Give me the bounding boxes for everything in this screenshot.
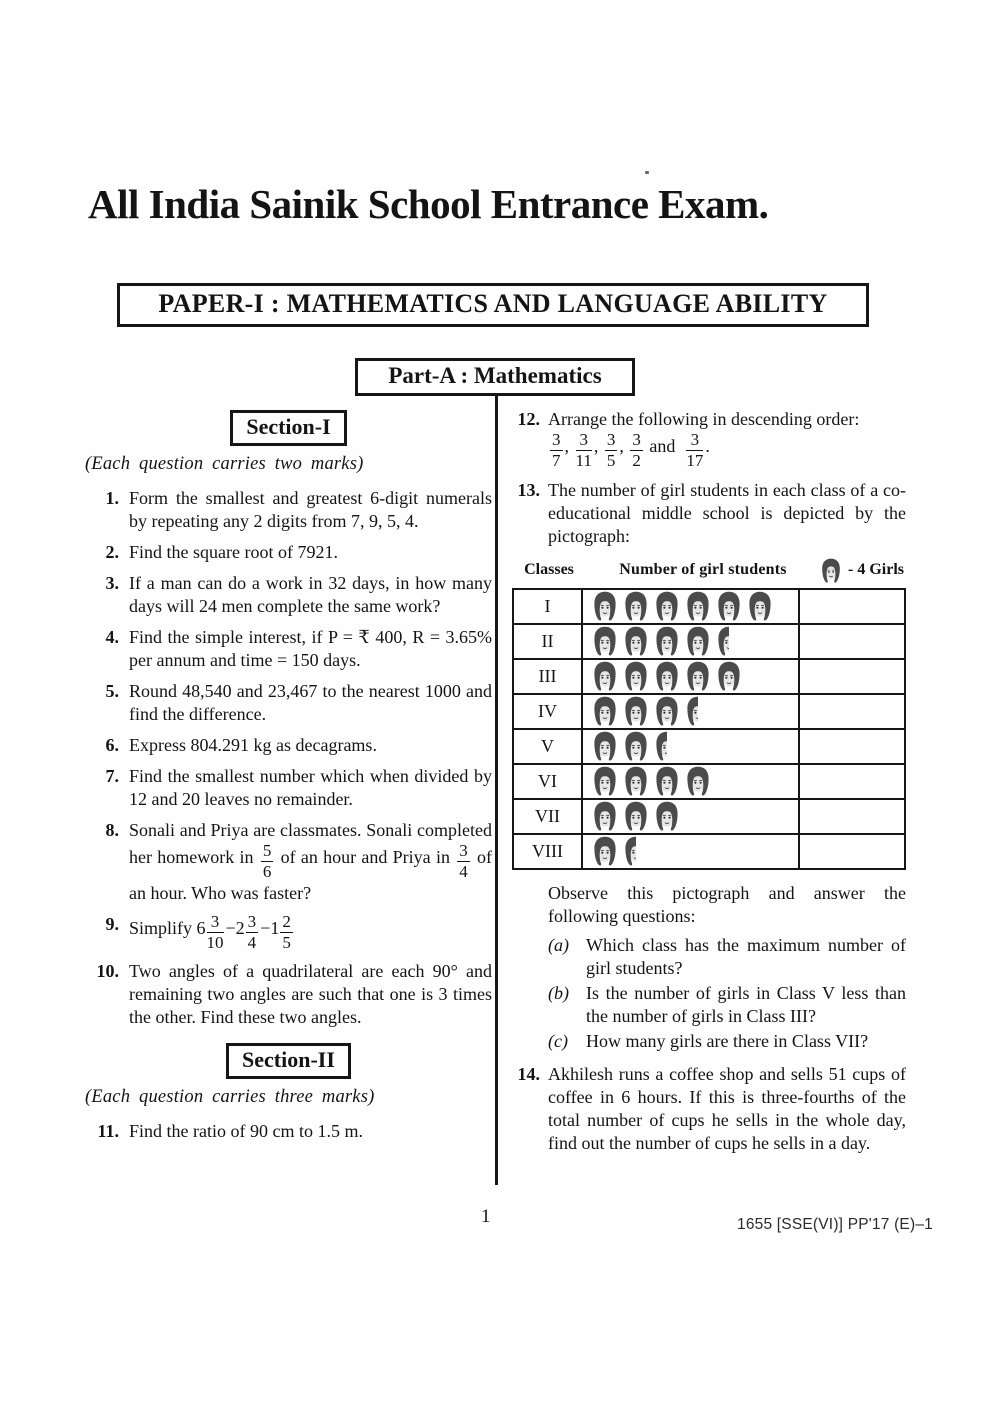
observe-intro: Observe this pictograph and answer the following questions: — [548, 882, 906, 926]
fraction — [457, 842, 470, 882]
question-item — [85, 960, 492, 1029]
half-girl-icon — [685, 696, 698, 726]
section-2-note: (Each question carries three marks) — [85, 1087, 375, 1108]
mixed-number — [196, 911, 226, 953]
girl-icon — [654, 591, 680, 621]
sub-question — [548, 1030, 906, 1053]
mixed-number — [270, 911, 295, 953]
section-1-heading: Section-I — [230, 410, 346, 446]
pictograph-row — [513, 799, 905, 834]
fraction — [550, 431, 563, 471]
question-item — [85, 487, 492, 533]
icon-row — [583, 801, 798, 831]
question-number: 13. — [517, 479, 540, 500]
question-text — [129, 819, 492, 905]
section-2-heading-wrap — [85, 1043, 492, 1079]
half-girl-icon — [654, 731, 667, 761]
fraction-numerator: 2 — [280, 913, 293, 933]
pictograph-row — [513, 764, 905, 799]
fraction-denominator: 11 — [575, 451, 592, 471]
question-text: Find the square root of 7921. — [129, 542, 338, 562]
girl-icon — [623, 836, 636, 866]
right-column — [512, 408, 906, 1163]
girl-icon — [747, 591, 773, 621]
fraction — [630, 431, 643, 471]
fraction-denominator: 4 — [459, 862, 468, 882]
fraction-numerator: 5 — [261, 842, 274, 862]
girl-icon — [592, 836, 618, 866]
icon-row — [583, 626, 798, 656]
question-text: Find the ratio of 90 cm to 1.5 m. — [129, 1121, 363, 1142]
girl-icon — [623, 766, 649, 796]
girl-icon — [654, 626, 680, 656]
question-number: 3. — [105, 573, 119, 593]
q8-text-1: Sonali and Priya are classmates. Sonali completed her homework in — [129, 820, 492, 867]
girl-icon — [716, 626, 729, 656]
girl-icon — [623, 661, 649, 691]
empty-cell — [799, 764, 905, 799]
question-item — [85, 680, 492, 726]
question-item — [512, 1063, 906, 1155]
section-1-note: (Each question carries two marks) — [85, 454, 364, 474]
question-text: Find the smallest number which when divided by 12 and 20 leaves no remainder. — [129, 766, 492, 809]
girl-icons-cell — [582, 659, 799, 694]
icon-row — [583, 696, 798, 726]
class-label: III — [513, 659, 582, 694]
question-10-wrap — [85, 960, 492, 1029]
fraction-denominator: 2 — [632, 451, 641, 471]
question-number: 5. — [105, 681, 119, 701]
question-number: 9. — [105, 913, 119, 934]
sub-question-text: Is the number of girls in Class V less than the number of girls in Class III? — [586, 982, 906, 1026]
question-item — [85, 1120, 492, 1143]
sub-question-text: Which class has the maximum number of girl students? — [586, 934, 906, 978]
sentence-period: . — [705, 435, 710, 456]
fraction-numerator: 3 — [605, 431, 618, 451]
icon-row — [583, 661, 798, 691]
part-heading-box — [355, 358, 635, 396]
girl-icons-cell — [582, 624, 799, 659]
page-number: 1 — [481, 1206, 491, 1227]
pictograph-row — [513, 694, 905, 729]
q9-text: Simplify — [129, 917, 193, 938]
observe-sub-questions — [512, 934, 906, 1053]
girl-icon — [685, 626, 711, 656]
girl-icon — [654, 696, 680, 726]
question-number: 10. — [96, 961, 119, 982]
question-item — [85, 541, 492, 564]
fraction — [261, 842, 274, 882]
empty-cell — [799, 624, 905, 659]
part-heading-text: Part-A : Mathematics — [388, 363, 602, 388]
class-label: I — [513, 589, 582, 624]
question-text: Find the simple interest, if P = ₹ 400, R = 3.65% per annum and time = 150 days. — [129, 627, 492, 670]
icon-row — [583, 591, 798, 621]
girl-icon — [592, 801, 618, 831]
question-number: 8. — [105, 820, 119, 840]
girl-icon — [716, 591, 742, 621]
girl-icon — [685, 661, 711, 691]
question-9 — [85, 913, 492, 953]
fraction-denominator: 10 — [206, 933, 224, 953]
fraction — [605, 431, 618, 471]
icon-row — [583, 766, 798, 796]
girl-icon — [654, 801, 680, 831]
fraction-numerator: 3 — [207, 913, 224, 933]
left-column — [85, 410, 492, 1151]
fraction — [207, 913, 224, 953]
sub-question-text: How many girls are there in Class VII? — [586, 1030, 869, 1051]
girl-icon — [623, 626, 649, 656]
girl-icon — [623, 591, 649, 621]
empty-cell — [799, 659, 905, 694]
class-label: II — [513, 624, 582, 659]
girl-icon — [654, 661, 680, 691]
fraction-denominator: 4 — [247, 933, 257, 953]
question-14-wrap — [512, 1063, 906, 1155]
paper-heading-box — [117, 283, 869, 327]
page-title: All India Sainik School Entrance Exam. — [88, 181, 769, 227]
empty-cell — [799, 799, 905, 834]
girl-icon — [623, 801, 649, 831]
question-number: 1. — [105, 488, 119, 508]
girl-icons-cell — [582, 834, 799, 869]
question-item — [85, 734, 492, 757]
sub-question — [548, 982, 906, 1028]
q9-expression — [196, 911, 295, 953]
question-number: 12. — [517, 409, 540, 429]
fraction — [686, 431, 703, 471]
girl-icon — [592, 766, 618, 796]
girl-icon — [820, 558, 842, 583]
girl-icon — [592, 731, 618, 761]
pictograph-col2-header: Number of girl students — [619, 561, 787, 579]
fraction-denominator: 17 — [686, 451, 704, 471]
fraction — [280, 913, 293, 953]
girl-icon — [592, 591, 618, 621]
girl-icons-cell — [582, 589, 799, 624]
question-number: 7. — [105, 766, 119, 786]
question-number: 11. — [97, 1121, 119, 1142]
fraction-denominator: 5 — [606, 451, 616, 471]
icon-row — [583, 836, 798, 866]
question-12 — [512, 408, 906, 471]
fraction-denominator: 7 — [552, 451, 561, 471]
class-label: VI — [513, 764, 582, 799]
girl-icon — [685, 696, 698, 726]
fraction-numerator: 3 — [630, 431, 643, 451]
question-number: 4. — [105, 627, 119, 647]
footer-code: 1655 [SSE(VI)] PP'17 (E)–1 — [737, 1216, 933, 1233]
class-label: VIII — [513, 834, 582, 869]
empty-cell — [799, 834, 905, 869]
question-text: Two angles of a quadrilateral are each 90° and remaining two angles are such that one is 3 times the other. Find these two angles. — [129, 961, 492, 1028]
girl-icons-cell — [582, 764, 799, 799]
sub-question — [548, 934, 906, 980]
column-divider — [495, 396, 498, 1185]
girl-icon — [623, 731, 649, 761]
pictograph-row — [513, 624, 905, 659]
question-text: Form the smallest and greatest 6-digit numerals by repeating any 2 digits from 7, 9, 5, 4. — [129, 488, 492, 531]
question-number: 14. — [517, 1063, 540, 1084]
girl-icon — [623, 696, 649, 726]
section-1-heading-wrap — [85, 410, 492, 446]
question-number: 2. — [105, 542, 119, 562]
half-girl-icon — [716, 626, 729, 656]
question-text: Akhilesh runs a coffee shop and sells 51 cups of coffee in 6 hours. If this is three-fourths of the total number of cups he sells in the whole day, find out the number of cups he sells in a day. — [548, 1063, 906, 1153]
paper-heading-text: PAPER-I : MATHEMATICS AND LANGUAGE ABILITY — [158, 289, 828, 318]
girl-icon — [716, 661, 742, 691]
class-label: VII — [513, 799, 582, 834]
question-13-wrap — [512, 479, 906, 548]
q12-fractions: $\frac{3}{7}$ , $\frac{3}{11}$ , $\frac{3}{5}$ , $\frac{3}{2}$ and $\frac{3}{17}$ . — [552, 430, 710, 471]
class-label: IV — [513, 694, 582, 729]
section-2-heading: Section-II — [226, 1043, 351, 1079]
question-item — [512, 479, 906, 548]
question-item — [85, 572, 492, 618]
question-11-wrap — [85, 1120, 492, 1143]
minus-operator: − — [260, 917, 271, 938]
girl-icon — [592, 696, 618, 726]
q8-text-3: of an hour. Who was faster? — [129, 846, 493, 903]
whole-number: 6 — [196, 917, 206, 938]
question-number: 6. — [105, 735, 119, 755]
question-8 — [85, 819, 492, 905]
girl-icons-cell — [582, 694, 799, 729]
legend-text: - 4 Girls — [848, 561, 904, 579]
pictograph-row — [513, 834, 905, 869]
fraction-numerator: 3 — [550, 431, 563, 451]
question-text: Round 48,540 and 23,467 to the nearest 1000 and find the difference. — [129, 681, 492, 724]
pictograph-legend — [820, 558, 906, 583]
whole-number: 1 — [270, 917, 280, 938]
pictograph-header — [512, 558, 906, 583]
empty-cell — [799, 694, 905, 729]
girl-icon — [592, 661, 618, 691]
scan-artifact-dot — [645, 171, 649, 174]
questions-1-to-7 — [85, 487, 492, 811]
pictograph-table — [512, 588, 906, 870]
question-text: Express 804.291 kg as decagrams. — [129, 735, 377, 755]
class-label: V — [513, 729, 582, 764]
girl-icon — [685, 591, 711, 621]
sub-question-label: (b) — [548, 982, 569, 1003]
girl-icon — [592, 626, 618, 656]
whole-number: 2 — [235, 917, 245, 938]
question-text: If a man can do a work in 32 days, in how many days will 24 men complete the same work? — [129, 573, 492, 616]
question-item — [85, 626, 492, 672]
question-text — [548, 408, 906, 471]
girl-icon — [685, 766, 711, 796]
fraction-numerator: 3 — [246, 913, 259, 933]
icon-row — [583, 731, 798, 761]
fraction-numerator: 3 — [686, 431, 703, 451]
q12-text: Arrange the following in descending order: — [548, 409, 860, 429]
pictograph-row — [513, 659, 905, 694]
question-item — [85, 765, 492, 811]
girl-icon — [654, 766, 680, 796]
sub-question-label: (a) — [548, 934, 569, 955]
mixed-number — [235, 911, 261, 953]
q8-text-2: of an hour and Priya in — [280, 846, 450, 867]
and-word: and — [649, 435, 676, 456]
question-text: The number of girl students in each class of a co-educational middle school is depicted by the pictograph: — [548, 479, 906, 546]
fraction — [576, 431, 592, 471]
fraction-numerator: 3 — [457, 842, 470, 862]
half-girl-icon — [623, 836, 636, 866]
question-text — [129, 913, 492, 953]
fraction-numerator: 3 — [576, 431, 592, 451]
sub-question-label: (c) — [548, 1030, 568, 1051]
girl-icons-cell — [582, 729, 799, 764]
minus-operator: − — [225, 917, 236, 938]
fraction-denominator: 6 — [262, 862, 272, 882]
girl-icon — [654, 731, 667, 761]
fraction — [246, 913, 259, 953]
pictograph-row — [513, 729, 905, 764]
fraction-denominator: 5 — [282, 933, 291, 953]
empty-cell — [799, 589, 905, 624]
pictograph-row — [513, 589, 905, 624]
girl-icons-cell — [582, 799, 799, 834]
empty-cell — [799, 729, 905, 764]
pictograph-col1-header: Classes — [524, 561, 574, 579]
